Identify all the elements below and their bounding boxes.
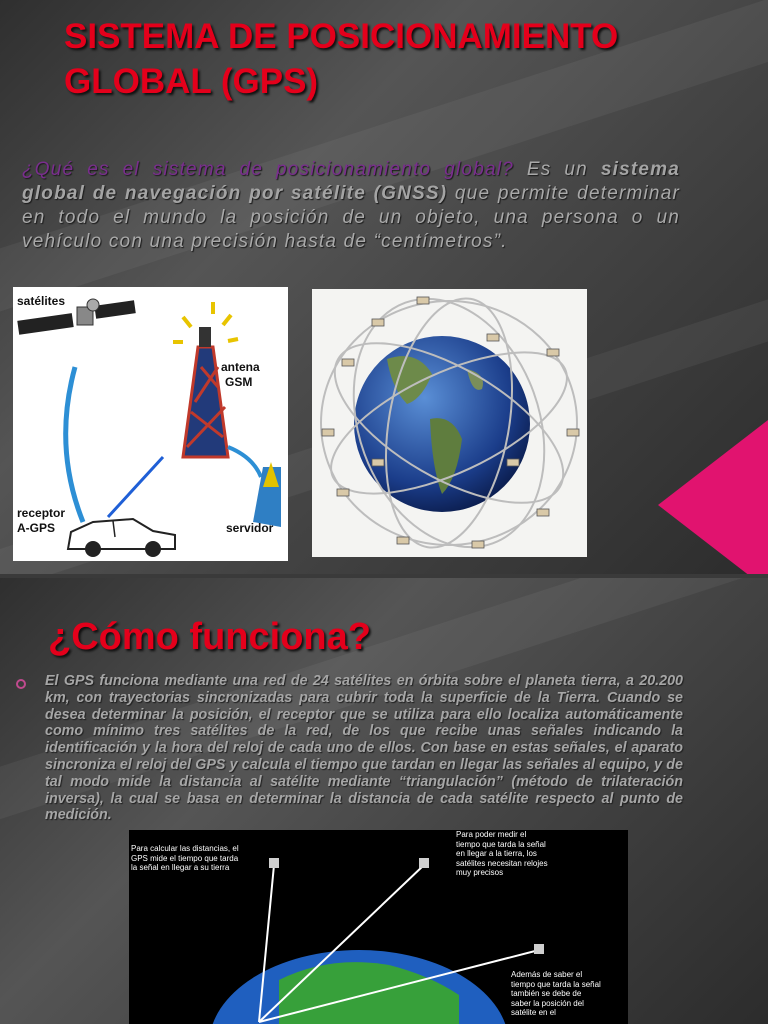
label-server: servidor	[226, 521, 274, 535]
intro-question: ¿Qué es el sistema de posicionamiento global?	[22, 159, 514, 180]
label-satellites: satélites	[17, 294, 66, 308]
slide-title: SISTEMA DE POSICIONAMIENTO GLOBAL (GPS)	[64, 17, 619, 101]
label-receiver-line1: receptor	[17, 506, 66, 520]
pink-accent-triangle	[658, 420, 768, 574]
label-antenna-line2: GSM	[225, 375, 253, 389]
earth-horizon	[209, 950, 509, 1024]
bullet-icon	[16, 679, 26, 689]
body-paragraph: El GPS funciona mediante una red de 24 satélites en órbita sobre el planeta tierra, a 20.200 km, con trayectorias sincronizadas para cubrir toda la superficie de la Tierra. Cuando se desea determinar la posición, el receptor que se utiliza para ello localiza automáticamente como mínimo tres satélites de la red, de los que recibe unas señales indicando la identificación y la hora del reloj de cada uno de ellos. Con base en estas señales, el aparato sincroniza el reloj del GPS y calcula el tiempo que tardan en llegar las señales al equipo, y de tal modo mide la distancia al satélite mediante “triangulación” (método de trilateración inversa), la cual se basa en determinar la distancia de cada satélite respecto al punto de medición.	[45, 673, 683, 824]
slide-title: ¿Cómo funciona?	[48, 616, 371, 658]
image-note-left: Para calcular las distancias, el GPS mide el tiempo que tarda la señal en llegar a su tierra	[131, 844, 239, 872]
globe-diagram	[312, 289, 587, 557]
intro-answer-post: que permite determinar en todo el mundo la posición de un objeto, una persona o un vehículo con una precisión hasta de “centímetros”.	[22, 183, 680, 252]
signal-arc-server	[228, 447, 261, 477]
image-note-right: Además de saber el tiempo que tarda la señal también se debe de saber la posición del satélite en el	[511, 970, 601, 1017]
signal-arc-satellite	[66, 367, 83, 522]
slide-how-it-works	[0, 578, 768, 1024]
label-antenna-line1: antena	[221, 360, 260, 374]
label-receiver-line2: A-GPS	[17, 521, 56, 535]
agps-diagram	[13, 287, 288, 561]
signal-line-tower	[108, 457, 163, 517]
gps-triangulation-image	[129, 830, 628, 1024]
agps-diagram-image	[13, 287, 288, 561]
intro-answer-bold: sistema global de navegación por satélite (GNSS)	[22, 159, 680, 204]
car-icon	[68, 519, 175, 557]
image-note-middle: Para poder medir el tiempo que tarda la señal en llegar a la tierra, los satélites necesitan relojes muy precisos	[456, 830, 548, 877]
globe-constellation-image	[312, 289, 587, 557]
intro-paragraph	[22, 158, 680, 254]
intro-answer-pre: Es un	[513, 159, 601, 180]
